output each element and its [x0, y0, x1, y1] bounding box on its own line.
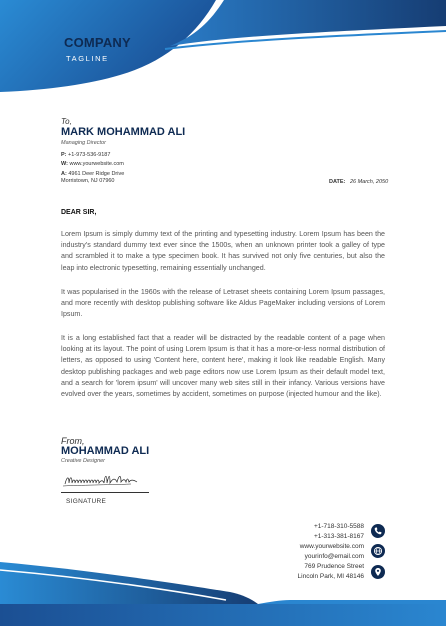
address-label: A:	[61, 171, 67, 177]
recipient-title: Managing Director	[61, 140, 106, 146]
footer-phones	[314, 522, 364, 541]
recipient-name: MARK MOHAMMAD ALI	[61, 126, 186, 138]
recipient-phone	[61, 152, 110, 158]
body-paragraph: Lorem Ipsum is simply dummy text of the printing and typesetting industry. Lorem Ipsum has been the industry's standard dummy text ever since the 1500s, when an unknown printer took a galley of type and scrambled it to make a type specimen book. It has survived not only five centuries, but also the leap into electronic typesetting, remaining essentially unchanged.	[61, 230, 385, 272]
header-wave-graphic	[0, 0, 446, 100]
from-label: From,	[61, 436, 85, 446]
recipient-address	[61, 171, 124, 177]
footer-address-2: Lincoln Park, MI 48146	[297, 572, 364, 580]
handwritten-signature	[61, 470, 151, 492]
date-label: DATE:	[329, 179, 346, 185]
phone-label: P:	[61, 152, 67, 158]
web-label: W:	[61, 161, 68, 167]
footer-wave-graphic	[0, 560, 446, 626]
date-value: 26 March, 2050	[349, 179, 389, 185]
sender-title: Creative Designer	[61, 458, 106, 464]
address-line1: 4961 Deer Ridge Drive	[68, 171, 125, 177]
recipient-website	[61, 161, 124, 167]
company-name: COMPANY	[64, 35, 131, 50]
sender-name: MOHAMMAD ALI	[61, 445, 150, 457]
footer-web	[300, 542, 364, 561]
footer-phone-1: +1-718-310-5588	[313, 523, 364, 530]
letter-date	[329, 179, 388, 185]
footer-website: www.yourwebsite.com	[299, 543, 364, 550]
footer-address-1: 769 Prudence Street	[304, 563, 364, 570]
body-paragraph: It is a long established fact that a reader will be distracted by the readable content of a page when looking at its layout. The point of using Lorem Ipsum is that it has a more-or-less normal distribution of letters, as opposed to using 'Content here, content here', making it look like readable English. Many desktop publishing packages and web page editors now use Lorem Ipsum as their default model text, and a search for 'lorem ipsum' will uncover many web sites still in their infancy. Various versions have evolved over the years, sometimes by accident, sometimes on purpose (injected humour and the like).	[61, 334, 385, 399]
footer-phone-2: +1-313-381-8167	[313, 532, 364, 540]
signature-line	[61, 492, 149, 493]
to-label: To,	[61, 117, 72, 126]
recipient-address-line2: Morristown, NJ 07960	[61, 178, 115, 184]
body-paragraph: It was popularised in the 1960s with the release of Letraset sheets containing Lorem Ipsum passages, and more recently with desktop publishing software like Aldus PageMaker including versions of Lorem Ipsum.	[61, 288, 385, 319]
signature-label: SIGNATURE	[66, 498, 107, 505]
salutation: DEAR SIR,	[61, 209, 97, 216]
phone-value: +1-973-536-9187	[68, 152, 111, 158]
website-value: www.yourwebsite.com	[69, 161, 124, 167]
phone-icon	[371, 524, 385, 538]
footer-email: yourinfo@email.com	[304, 552, 364, 560]
globe-icon	[371, 544, 385, 558]
company-tagline: TAGLINE	[66, 54, 109, 63]
